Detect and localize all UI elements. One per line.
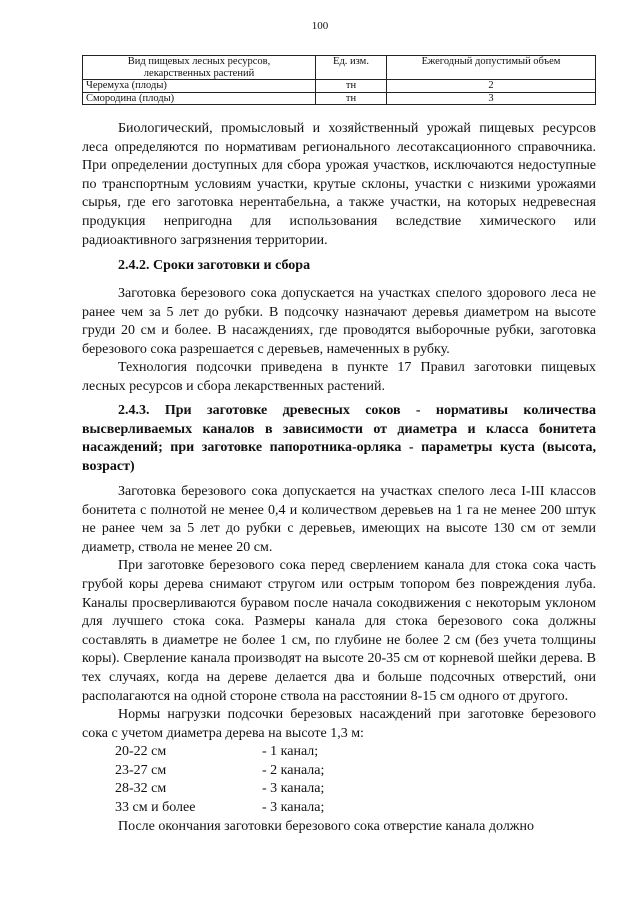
section-heading-2-4-3: 2.4.3. При заготовке древесных соков - нормативы количества высверливаемых каналов в зависимости от диаметра и класса бонитета насаждений; при заготовке папоротника-орляка - параметры куста (высота, возраст) bbox=[82, 403, 596, 474]
table-cell: тн bbox=[316, 92, 387, 105]
list-item bbox=[115, 743, 324, 762]
table-cell: Смородина (плоды) bbox=[83, 92, 316, 105]
paragraph: Технология подсочки приведена в пункте 17 Правил заготовки пищевых лесных ресурсов и сбора лекарственных растений. bbox=[82, 360, 596, 394]
table-cell: 3 bbox=[387, 92, 596, 105]
table-row bbox=[83, 92, 596, 105]
section-2-4-2-body bbox=[82, 285, 596, 397]
norm-diameter: 28-32 см bbox=[115, 781, 167, 797]
list-item bbox=[115, 780, 324, 799]
norm-channels: - 2 канала; bbox=[262, 762, 325, 778]
section-heading-2-4-2: 2.4.2. Сроки заготовки и сбора bbox=[118, 258, 311, 273]
norm-channels: - 3 канала; bbox=[262, 799, 325, 815]
page-number: 100 bbox=[311, 20, 329, 32]
table-header-row bbox=[83, 56, 596, 80]
norm-channels: - 3 канала; bbox=[262, 781, 325, 797]
table-header-cell: Ежегодный допустимый объем bbox=[387, 56, 596, 80]
paragraph: Нормы нагрузки подсочки березовых насаждений при заготовке березового сока с учетом диаметра дерева на высоте 1,3 м: bbox=[82, 707, 596, 741]
table-header-cell: Ед. изм. bbox=[316, 56, 387, 80]
paragraph: После окончания заготовки березового сока отверстие канала должно bbox=[118, 819, 534, 834]
section-2-4-3-heading-block bbox=[82, 402, 596, 476]
norms-list bbox=[115, 743, 324, 817]
paragraph: Биологический, промысловый и хозяйственный урожай пищевых ресурсов леса определяются по нормативам регионального лесотаксационного справочника. При определении доступных для сбора урожая участков, исключаются недоступные по транспортным условиям участки, крутые склоны, участки с низкими урожаями сырья, где его заготовка нерентабельна, а также участки, на которых недревесная продукция непригодна для использования вследствие химического или радиоактивного загрязнения территории. bbox=[82, 121, 596, 248]
norm-diameter: 33 см и более bbox=[115, 799, 196, 815]
table-header-cell: Вид пищевых лесных ресурсов, лекарственных растений bbox=[83, 56, 316, 80]
section-2-4-3-body bbox=[82, 483, 596, 743]
paragraph: Заготовка березового сока допускается на участках спелого здорового леса не ранее чем за 5 лет до рубки. В подсочку назначают деревья диаметром на высоте груди 20 см и более. В насаждениях, где проводятся выборочные рубки, заготовка березового сока разрешается с деревьев, намеченных в рубку. bbox=[82, 286, 596, 357]
norm-diameter: 23-27 см bbox=[115, 762, 167, 778]
closing-paragraph-block bbox=[82, 818, 596, 837]
table-row bbox=[83, 80, 596, 93]
table-cell: 2 bbox=[387, 80, 596, 93]
resources-table bbox=[82, 55, 596, 105]
table-cell: Черемуха (плоды) bbox=[83, 80, 316, 93]
paragraph: Заготовка березового сока допускается на участках спелого леса I-III классов бонитета с полнотой не менее 0,4 и количеством деревьев на 1 га не менее 200 штук не ранее чем за 5 лет до рубки с деревьев, имеющих на высоте 130 см от земли диаметр, ствола не менее 20 см. bbox=[82, 484, 596, 555]
table-cell: тн bbox=[316, 80, 387, 93]
list-item bbox=[115, 799, 324, 818]
norm-diameter: 20-22 см bbox=[115, 744, 167, 759]
paragraph: При заготовке березового сока перед сверлением канала для стока сока часть грубой коры дерева снимают стругом или острым топором без повреждения луба. Каналы просверливаются буравом после начала сокодвижения с некоторым уклоном для лучшего стока сока. Размеры канала для стока березового сока должны составлять в диаметре не более 1 см, по глубине не более 2 см (без учета толщины коры). Сверление канала производят на высоте 20-35 см от корневой шейки дерева. В тех случаях, когда на дереве делается два и больше подсочных отверстий, они располагаются на одной стороне ствола на расстоянии 8-15 см одного от другого. bbox=[82, 558, 596, 704]
harvest-section bbox=[82, 120, 596, 250]
norm-channels: - 1 канал; bbox=[262, 744, 319, 759]
list-item bbox=[115, 762, 324, 781]
